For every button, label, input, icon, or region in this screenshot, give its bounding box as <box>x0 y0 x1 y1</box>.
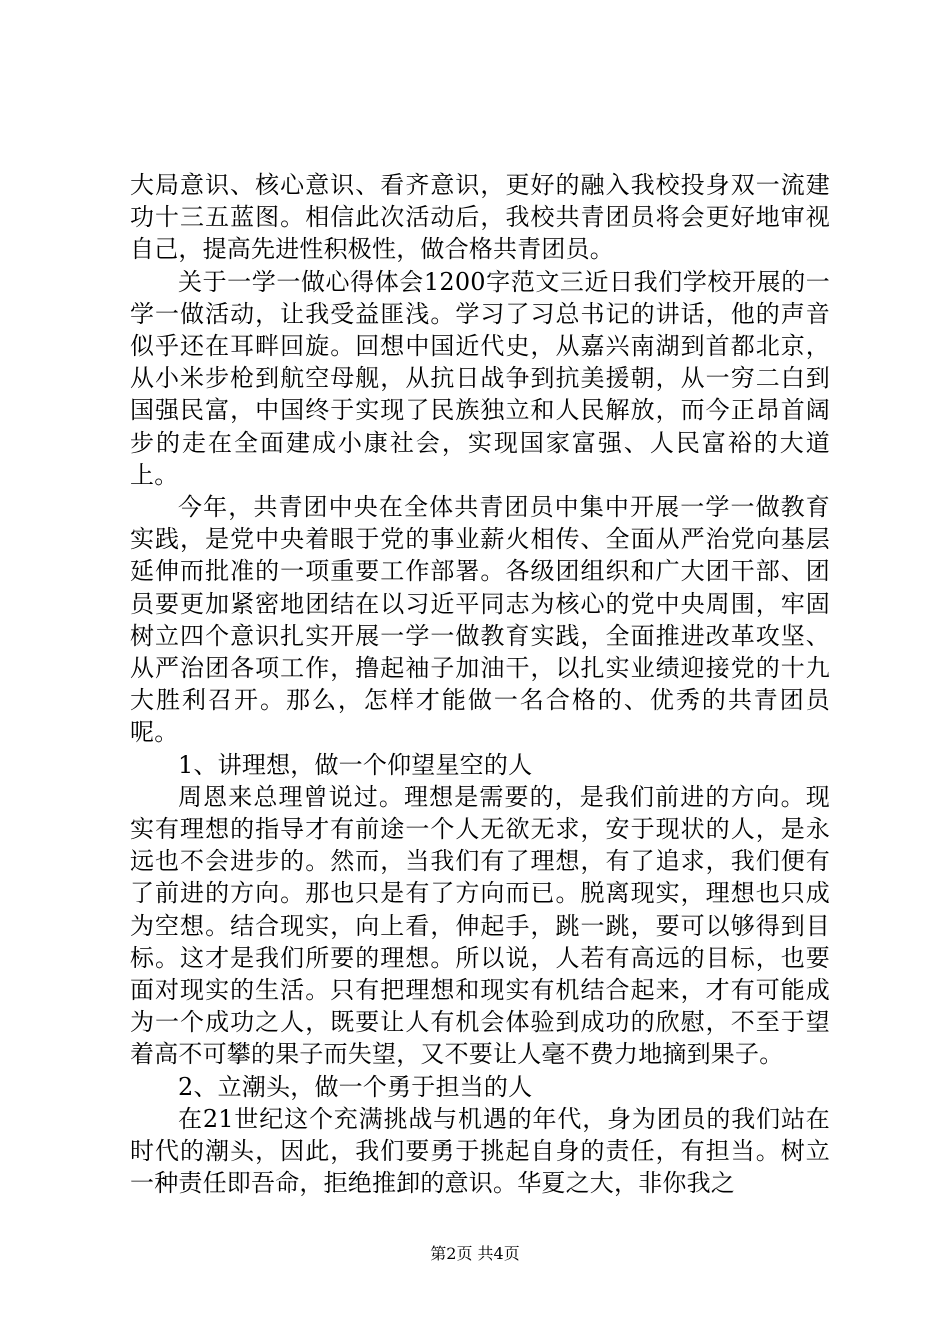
paragraph-article-intro: 关于一学一做心得体会1200字范文三近日我们学校开展的一学一做活动，让我受益匪浅。学习了习总书记的讲话，他的声音似乎还在耳畔回旋。回想中国近代史，从嘉兴南湖到首都北京，从小米步枪到航空母舰，从抗日战争到抗美援朝，从一穷二白到国强民富，中国终于实现了民族独立和人民解放，而今正昂首阔步的走在全面建成小康社会，实现国家富强、人民富裕的大道上。 <box>130 267 830 489</box>
paragraph-responsibility: 在21世纪这个充满挑战与机遇的年代，身为团员的我们站在时代的潮头，因此，我们要勇于挑起自身的责任，有担当。树立一种责任即吾命，拒绝推卸的意识。华夏之大，非你我之 <box>130 1104 830 1198</box>
document-body <box>130 169 830 1200</box>
paragraph-continuation: 大局意识、核心意识、看齐意识，更好的融入我校投身双一流建功十三五蓝图。相信此次活动后，我校共青团员将会更好地审视自己，提高先进性积极性，做合格共青团员。 <box>130 171 830 264</box>
paragraph-ideals: 周恩来总理曾说过。理想是需要的，是我们前进的方向。现实有理想的指导才有前途一个人无欲无求，安于现状的人，是永远也不会进步的。然而，当我们有了理想，有了追求，我们便有了前进的方向。那也只是有了方向而已。脱离现实，理想也只成为空想。结合现实，向上看，伸起手，跳一跳，要可以够得到目标。这才是我们所要的理想。所以说，人若有高远的目标，也要面对现实的生活。只有把理想和现实有机结合起来，才有可能成为一个成功之人，既要让人有机会体验到成功的欣慰，不至于望着高不可攀的果子而失望，又不要让人毫不费力地摘到果子。 <box>130 782 830 1069</box>
page-footer: 第2页 共4页 <box>430 1244 520 1263</box>
section-heading-responsibility: 2、立潮头，做一个勇于担当的人 <box>178 1072 533 1101</box>
section-heading-ideals: 1、讲理想，做一个仰望星空的人 <box>178 750 533 779</box>
paragraph-youth-league: 今年，共青团中央在全体共青团员中集中开展一学一做教育实践，是党中央着眼于党的事业薪火相传、全面从严治党向基层延伸而批准的一项重要工作部署。各级团组织和广大团干部、团员要更加紧密地团结在以习近平同志为核心的党中央周围，牢固树立四个意识扎实开展一学一做教育实践，全面推进改革攻坚、从严治团各项工作，撸起袖子加油干，以扎实业绩迎接党的十九大胜利召开。那么，怎样才能做一名合格的、优秀的共青团员呢。 <box>130 493 830 747</box>
